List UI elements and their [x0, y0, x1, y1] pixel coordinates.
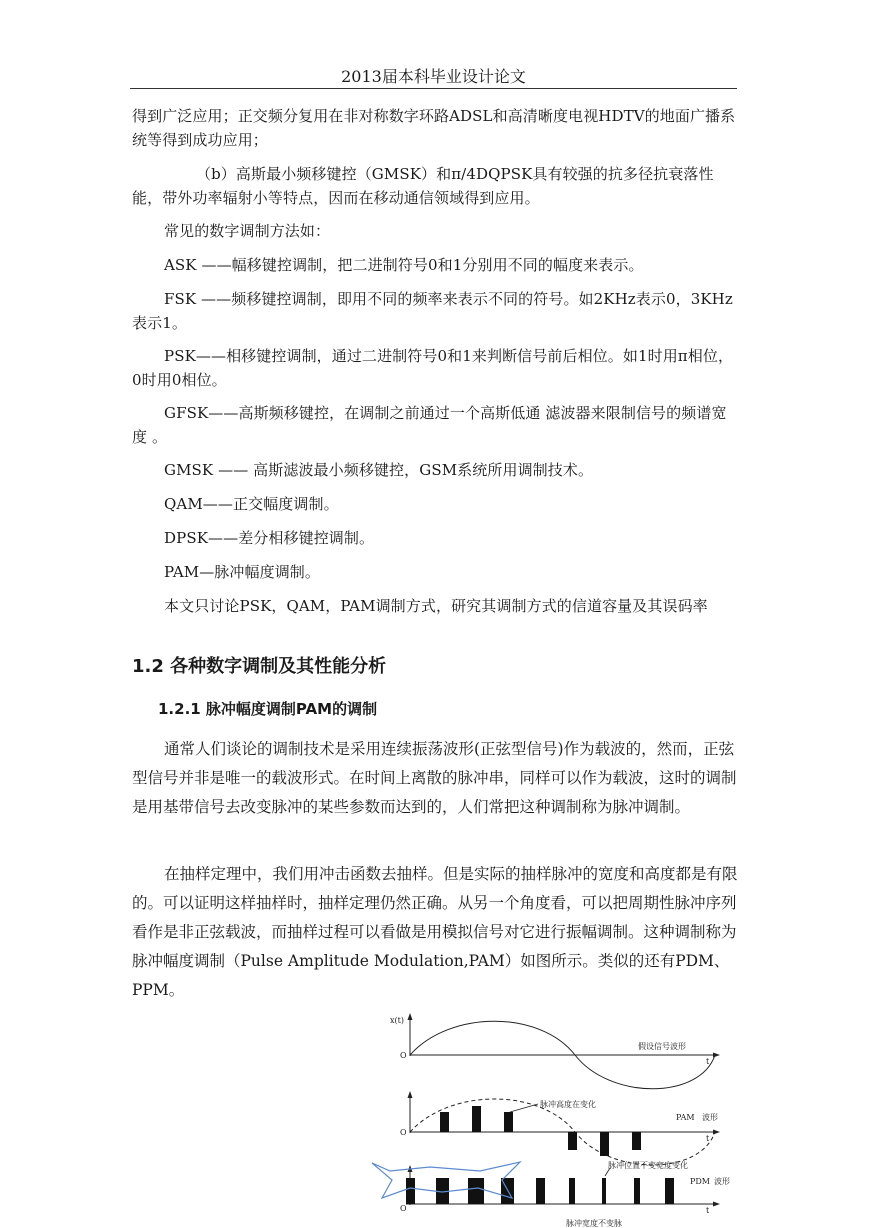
pam-pulse	[632, 1132, 641, 1150]
paragraph-pulse-modulation: 通常人们谈论的调制技术是采用连续振荡波形(正弦型信号)作为载波的，然而，正弦型信号并非是唯一的载波形式。在时间上离散的脉冲串，同样可以作为载波，这时的调制是用基带信号去改变脉冲的某些参数而达到的，人们常把这种调制称为脉冲调制。	[132, 740, 737, 816]
paragraph-fsk: FSK ——频移键控调制，即用不同的频率来表示不同的符号。如2KHz表示0，3KHz表示1。	[132, 290, 733, 332]
origin-label-3: O	[400, 1204, 407, 1213]
pam-pulse	[600, 1132, 609, 1156]
paragraph-qam: QAM——正交幅度调制。	[164, 495, 339, 513]
pdm-pulse	[468, 1178, 484, 1204]
origin-label-1: O	[400, 1051, 407, 1060]
pdm-pulse	[536, 1178, 545, 1204]
pdm-label: PDM	[690, 1177, 710, 1186]
paragraph-dpsk: DPSK——差分相移键控调制。	[164, 529, 375, 547]
origin-label-2: O	[400, 1128, 407, 1137]
xt-label: x(t)	[390, 1016, 404, 1025]
pdm-wave-word: 波形	[714, 1177, 730, 1186]
bottom-note: 脉冲宽度不变脉	[566, 1219, 622, 1228]
arrow-up-icon	[408, 1013, 413, 1020]
paragraph-ask: ASK ——幅移键控调制，把二进制符号0和1分别用不同的幅度来表示。	[164, 256, 644, 274]
t-label-3: t	[706, 1206, 710, 1215]
subsection-heading: 1.2.1 脉冲幅度调制PAM的调制	[158, 700, 378, 718]
pam-note: 脉冲高度在变化	[540, 1100, 596, 1109]
paragraph-gfsk: GFSK——高斯频移键控，在调制之前通过一个高斯低通 滤波器来限制信号的频谱宽度 。	[132, 404, 727, 446]
t-label-2: t	[706, 1134, 710, 1143]
paragraph-sampling: 在抽样定理中，我们用冲击函数去抽样。但是实际的抽样脉冲的宽度和高度都是有限的。可以证明这样抽样时，抽样定理仍然正确。从另一个角度看，可以把周期性脉冲序列看作是非正弦载波，而抽样过程可以看做是用模拟信号对它进行振幅调制。这种调制称为脉冲幅度调制（Pulse Amplitude Modulation,PAM）如图所示。类似的还有PDM、PPM。	[132, 865, 738, 999]
pdm-pulse	[569, 1178, 575, 1204]
pdm-pulse	[634, 1178, 640, 1204]
paragraph-gmsk-gsm: GMSK —— 高斯滤波最小频移键控，GSM系统所用调制技术。	[164, 461, 594, 479]
paragraph-scope: 本文只讨论PSK，QAM，PAM调制方式，研究其调制方式的信道容量及其误码率	[164, 597, 708, 615]
pam-pulse	[440, 1112, 449, 1132]
pam-note-leader	[510, 1104, 538, 1112]
pdm-pulse	[602, 1178, 606, 1204]
pulse-modulation-figure	[370, 1008, 740, 1228]
header-divider	[130, 88, 737, 89]
pdm-pulse	[406, 1178, 415, 1204]
pam-pulse	[568, 1132, 577, 1150]
arrow-up-icon	[408, 1091, 413, 1098]
paragraph-common-methods: 常见的数字调制方法如：	[164, 222, 331, 240]
pam-wave-word: 波形	[702, 1113, 718, 1122]
pdm-pulse	[665, 1178, 674, 1204]
paragraph-psk: PSK——相移键控调制，通过二进制符号0和1来判断信号前后相位。如1时用π相位，0时用0相位。	[132, 347, 734, 389]
paragraph-ofdm: 得到广泛应用；正交频分复用在非对称数字环路ADSL和高清晰度电视HDTV的地面广播系统等得到成功应用；	[132, 107, 736, 149]
section-heading: 1.2 各种数字调制及其性能分析	[132, 656, 387, 677]
signal-caption: 假设信号波形	[638, 1042, 686, 1051]
paragraph-gmsk: （b）高斯最小频移键控（GMSK）和π/4DQPSK具有较强的抗多径抗衰落性能，带外功率辐射小等特点，因而在移动通信领域得到应用。	[132, 165, 714, 207]
pam-pulse	[472, 1106, 481, 1132]
arrow-right-icon	[713, 1202, 720, 1207]
t-label-1: t	[706, 1057, 710, 1066]
paragraph-pam: PAM—脉冲幅度调制。	[164, 563, 321, 581]
thesis-header-title: 2013届本科毕业设计论文	[341, 67, 526, 86]
pam-label: PAM	[676, 1113, 695, 1122]
pdm-note: 脉冲位置不变宽度变化	[608, 1161, 688, 1170]
pam-pulse	[504, 1112, 513, 1132]
